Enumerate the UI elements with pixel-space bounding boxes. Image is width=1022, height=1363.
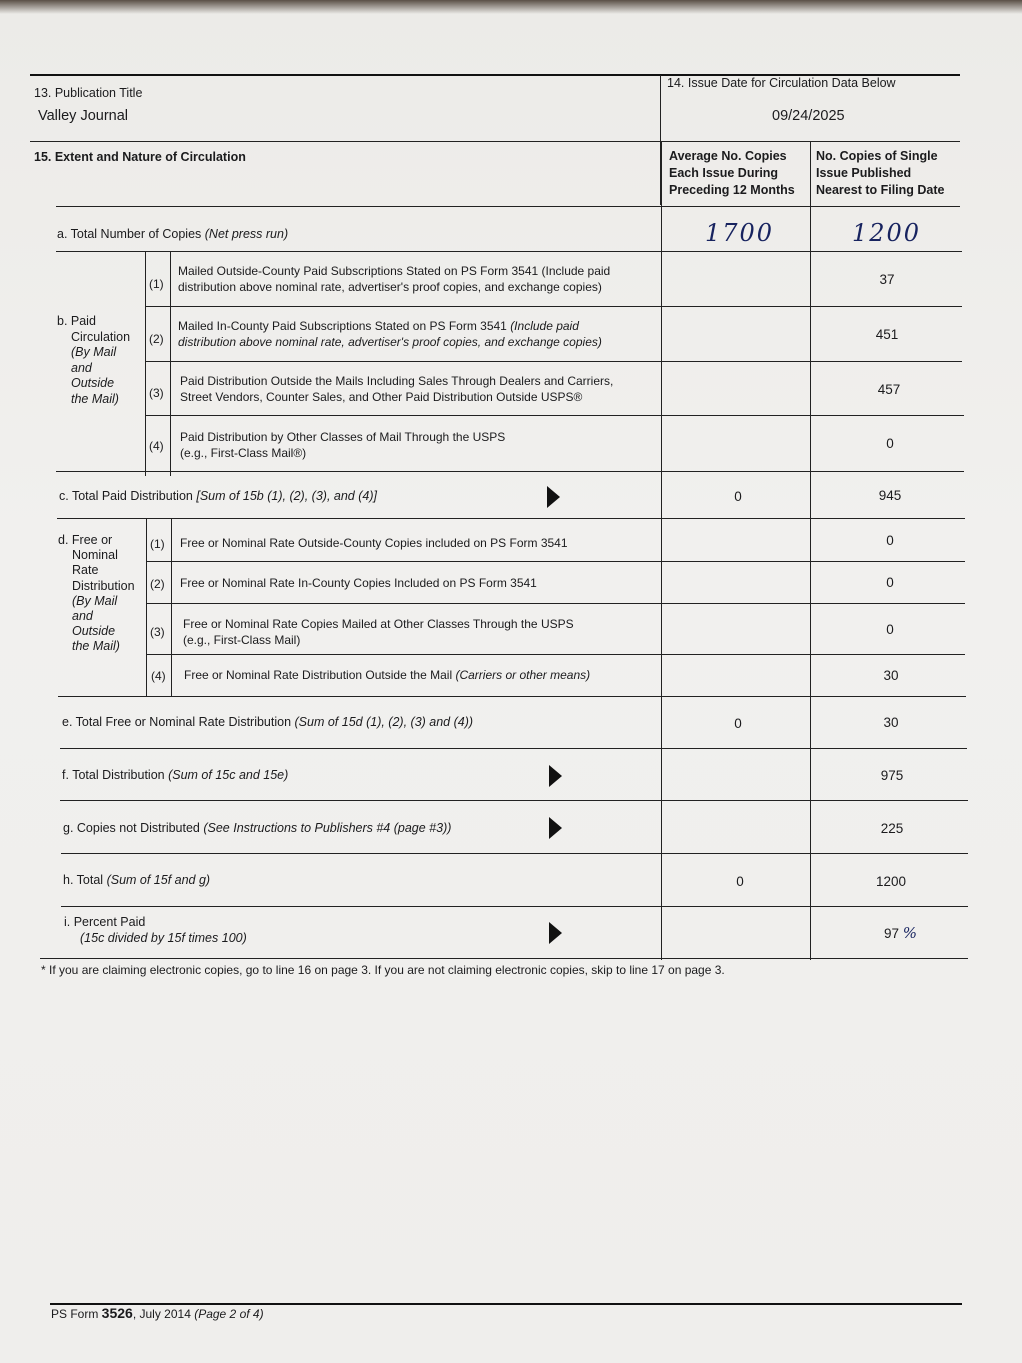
pub-title-label: 13. Publication Title [34,86,143,100]
col-single-line: Issue Published [816,166,912,180]
row-e-avg: 0 [734,716,742,731]
row-f-single: 975 [880,768,904,783]
row-i-single [884,926,917,941]
b-group-label [57,314,130,407]
row-rule [57,518,965,519]
d2-num: (2) [150,577,165,591]
b4-desc [180,429,505,461]
d1-single: 0 [886,533,894,548]
issue-date-label: 14. Issue Date for Circulation Data Below [667,76,896,90]
col-avg-line: Each Issue During [669,166,779,180]
col-single-line: Nearest to Filing Date [816,183,945,197]
b-group-line: Outside [71,376,115,390]
row-h-single: 1200 [875,874,907,889]
b1-single: 37 [879,272,895,287]
row-e-text: e. Total Free or Nominal Rate Distribution [62,715,295,729]
row-rule [147,603,965,604]
pub-title-value: Valley Journal [38,108,129,124]
b-group-line: and [71,360,92,375]
d-group-line: Distribution [72,578,135,593]
row-rule [56,206,960,207]
d4-desc [184,668,590,683]
d-group-line: Rate [72,563,99,578]
b2-single: 451 [875,327,899,342]
row-rule [147,561,965,562]
b-group-line: the Mail) [71,391,119,406]
row-e-label [62,715,473,730]
b2-line-italic: (Include paid [510,319,579,333]
row-rule [146,361,962,362]
b3-single: 457 [877,382,901,397]
b1-line: Mailed Outside-County Paid Subscriptions Stated on PS Form 3541 (Include paid [178,264,611,278]
row-a-text-italic: (Net press run) [204,227,289,241]
row-g-label [63,821,451,836]
form-footer [51,1306,264,1322]
b2-line: distribution above nominal rate, advertiser's proof copies, and exchange copies) [178,335,602,349]
footer-date: , July 2014 [132,1307,195,1321]
row-rule [146,415,964,416]
d2-desc: Free or Nominal Rate In-County Copies Included on PS Form 3541 [180,576,537,590]
row-g-text: g. Copies not Distributed [63,821,204,835]
b-num-divider [170,252,171,476]
d-group-divider [146,519,147,697]
row-a-text: a. Total Number of Copies [57,227,205,241]
row-rule [61,906,968,907]
footer-form-no: 3526 [101,1305,133,1321]
b3-desc [180,373,613,405]
arrow-right-icon [547,486,560,508]
row-h-avg: 0 [736,874,744,889]
extent-label: 15. Extent and Nature of Circulation [34,150,246,164]
col-avg-line: Average No. Copies [669,149,787,163]
row-rule [146,306,962,307]
col-divider-left [661,142,662,960]
b3-line: Paid Distribution Outside the Mails Including Sales Through Dealers and Carriers, [180,374,614,388]
col-single-header [816,148,945,199]
row-f-text: f. Total Distribution [62,768,169,782]
row-a-label [57,227,288,242]
row-i-percent-handwritten: % [902,924,918,942]
d4-num: (4) [151,669,166,683]
row-rule [58,696,966,697]
b4-single: 0 [886,436,894,451]
d-group-line: Outside [72,624,116,639]
row-c-label [59,489,377,504]
row-g-single: 225 [880,821,904,836]
d-group-line: d. Free or [58,533,113,547]
row-e-single: 30 [883,715,899,730]
d4-line: Free or Nominal Rate Distribution Outside the Mail [184,668,456,682]
b-group-divider [145,252,146,476]
col-divider-right [810,142,811,960]
b3-num: (3) [149,386,164,400]
col-single-line: No. Copies of Single [816,149,938,163]
b2-desc [178,318,602,350]
row-i-text-italic: (15c divided by 15f times 100) [80,930,247,945]
b-group-line: (By Mail [71,345,117,359]
row-rule [56,251,962,252]
row-e-text-italic: (Sum of 15d (1), (2), (3) and (4)) [294,715,474,729]
row-i-percent-value: 97 [884,926,900,941]
d3-single: 0 [886,622,894,637]
d-group-line: (By Mail [72,593,118,608]
d3-num: (3) [150,625,165,639]
row-f-text-italic: (Sum of 15c and 15e) [168,768,289,782]
b1-desc [178,263,610,295]
row-a-single-handwritten: 1200 [852,219,922,247]
d-group-line: the Mail) [72,639,120,654]
d2-single: 0 [886,575,894,590]
d4-single: 30 [883,668,899,683]
arrow-right-icon [549,922,562,944]
row-rule [61,853,968,854]
b-group-line: b. Paid [57,314,96,328]
row-rule [147,654,965,655]
page-edge-shadow [0,0,1022,14]
row-c-text-italic: [Sum of 15b (1), (2), (3), and (4)] [196,489,377,503]
row-h-text-italic: (Sum of 15f and g) [106,873,211,887]
row-h-label [63,873,210,888]
row-rule [60,800,968,801]
b3-line: Street Vendors, Counter Sales, and Other Paid Distribution Outside USPS® [180,390,583,404]
footnote: * If you are claiming electronic copies, go to line 16 on page 3. If you are not claiming electronic copies, skip to line 17 on page 3. [41,963,725,977]
row-i-label [64,915,247,946]
row-rule [60,748,967,749]
b2-line: Mailed In-County Paid Subscriptions Stated on PS Form 3541 [178,319,511,333]
d3-line: Free or Nominal Rate Copies Mailed at Other Classes Through the USPS [183,617,574,631]
row-g-text-italic: (See Instructions to Publishers #4 (page #3)) [203,821,452,835]
row-h-text: h. Total [63,873,107,887]
d-num-divider [171,519,172,697]
footer-prefix: PS Form [51,1307,102,1321]
row-c-avg: 0 [734,489,742,504]
row-f-label [62,768,288,783]
row-i-text: i. Percent Paid [64,915,146,929]
arrow-right-icon [549,765,562,787]
d-group-line: Nominal [72,548,118,563]
col-avg-header [669,148,795,199]
d4-line-italic: (Carriers or other means) [455,668,591,682]
d-group-label [58,533,135,655]
issue-date-value: 09/24/2025 [772,108,845,124]
header-rule [30,141,960,142]
b4-num: (4) [149,439,164,453]
b4-line: (e.g., First-Class Mail®) [180,446,307,460]
row-a-avg-handwritten: 1700 [705,219,775,247]
d1-desc: Free or Nominal Rate Outside-County Copies included on PS Form 3541 [180,536,568,550]
col-avg-line: Preceding 12 Months [669,183,795,197]
b4-line: Paid Distribution by Other Classes of Mail Through the USPS [180,430,506,444]
footer-rule [50,1303,962,1305]
b2-num: (2) [149,332,164,346]
row-c-single: 945 [878,488,902,503]
table-bottom-rule [40,958,968,959]
b-group-line: Circulation [71,329,131,344]
b1-line: distribution above nominal rate, advertiser's proof copies, and exchange copies) [178,280,602,294]
b1-num: (1) [149,277,164,291]
row-c-text: c. Total Paid Distribution [59,489,197,503]
d3-line: (e.g., First-Class Mail) [183,633,301,647]
row-rule [56,471,964,472]
arrow-right-icon [549,817,562,839]
footer-page: (Page 2 of 4) [194,1307,264,1321]
d3-desc [183,616,574,648]
d-group-line: and [72,609,93,624]
d1-num: (1) [150,537,165,551]
